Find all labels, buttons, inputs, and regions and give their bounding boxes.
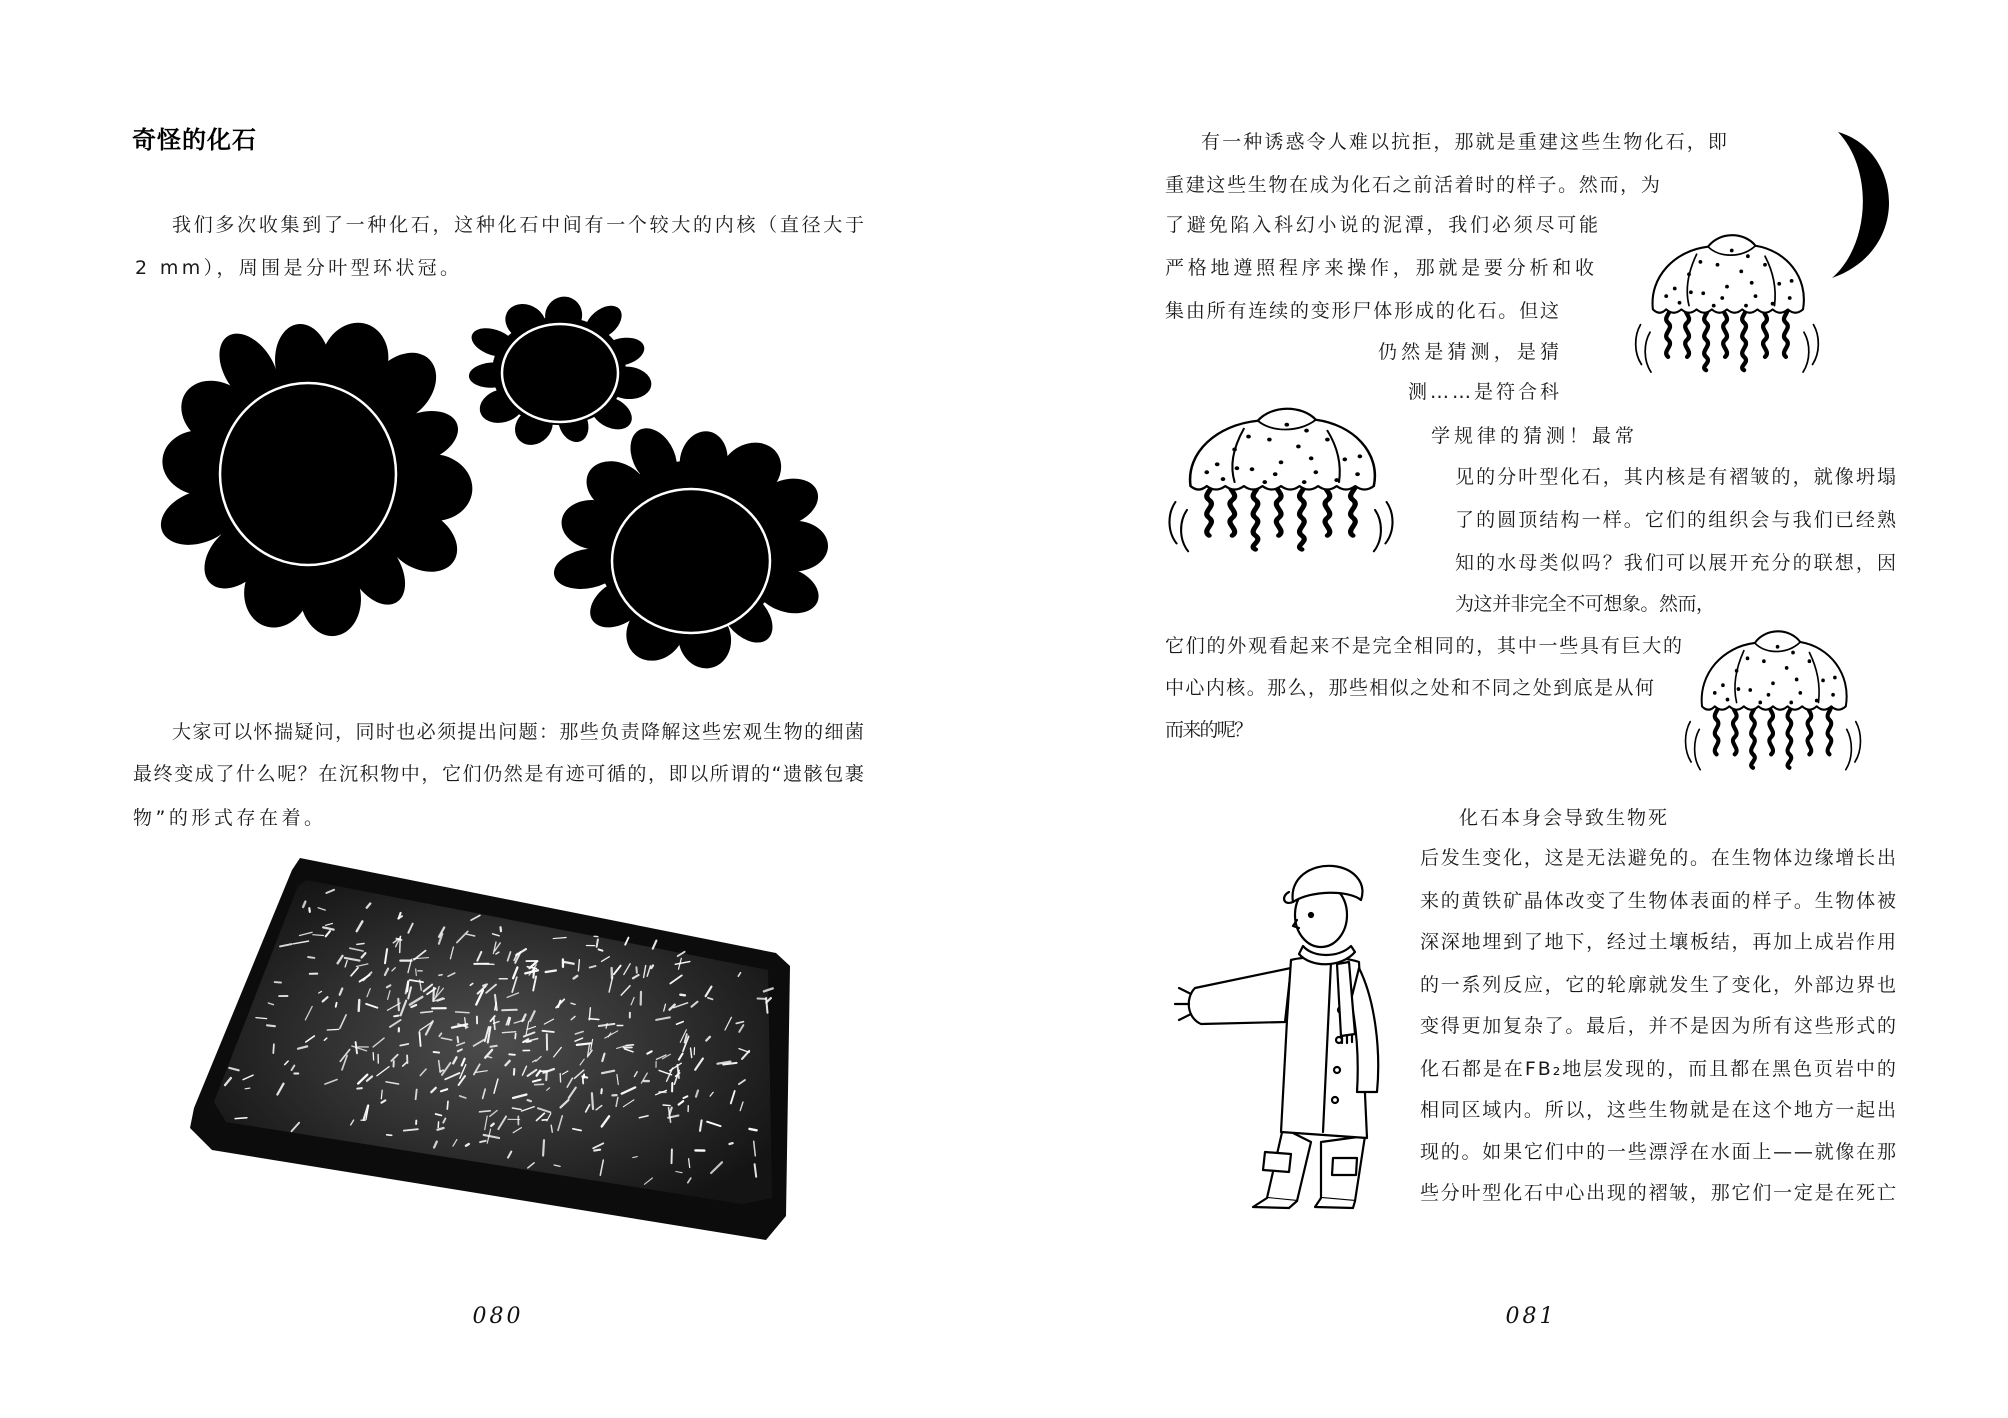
text-line: 见的分叶型化石，其内核是有褶皱的，就像坍塌 bbox=[1455, 466, 1899, 488]
page-number: 080 bbox=[472, 1304, 524, 1329]
text-line: 来的黄铁矿晶体改变了生物体表面的样子。生物体被 bbox=[1420, 890, 1898, 912]
text-line: 相同区域内。所以，这些生物就是在这个地方一起出 bbox=[1420, 1099, 1898, 1121]
page-number: 081 bbox=[1505, 1304, 1557, 1329]
text-line: 仍然是猜测，是猜 bbox=[1378, 341, 1564, 363]
text-line: 化石都是在FB₂地层发现的，而且都在黑色页岩中的 bbox=[1420, 1058, 1898, 1080]
text-line: 学规律的猜测！最常 bbox=[1431, 425, 1639, 447]
text-line: 严格地遵照程序来操作，那就是要分析和收 bbox=[1165, 257, 1598, 279]
text-line: 了的圆顶结构一样。它们的组织会与我们已经熟 bbox=[1455, 509, 1899, 531]
text-line: 它们的外观看起来不是完全相同的，其中一些具有巨大的 bbox=[1165, 635, 1684, 657]
text-line: 测……是符合科 bbox=[1408, 381, 1563, 403]
text-line: 的一系列反应，它的轮廓就发生了变化，外部边界也 bbox=[1420, 974, 1898, 996]
text-line: 大家可以怀揣疑问，同时也必须提出问题：那些负责降解这些宏观生物的细菌 bbox=[172, 721, 866, 743]
text-line: 物”的形式存在着。 bbox=[133, 807, 327, 829]
text-line: 深深地埋到了地下，经过土壤板结，再加上成岩作用 bbox=[1420, 931, 1898, 953]
text-line: 2 mm），周围是分叶型环状冠。 bbox=[135, 257, 463, 279]
text-line: 中心内核。那么，那些相似之处和不同之处到底是从何 bbox=[1165, 677, 1656, 699]
text-line: 些分叶型化石中心出现的褶皱，那它们一定是在死亡 bbox=[1420, 1182, 1898, 1204]
text-line: 后发生变化，这是无法避免的。在生物体边缘增长出 bbox=[1420, 847, 1898, 869]
text-line: 有一种诱惑令人难以抗拒，那就是重建这些生物化石，即 bbox=[1201, 131, 1730, 153]
text-line: 而来的呢？ bbox=[1165, 719, 1252, 741]
text-line: 最终变成了什么呢？在沉积物中，它们仍然是有迹可循的，即以所谓的“遗骸包裹 bbox=[133, 763, 866, 785]
text-line: 现的。如果它们中的一些漂浮在水面上——就像在那 bbox=[1420, 1141, 1898, 1163]
text-line: 知的水母类似吗？我们可以展开充分的联想，因 bbox=[1455, 552, 1899, 574]
text-line: 重建这些生物在成为化石之前活着时的样子。然而，为 bbox=[1165, 174, 1662, 196]
text-line: 我们多次收集到了一种化石，这种化石中间有一个较大的内核（直径大于 bbox=[172, 214, 867, 236]
text-line: 为这并非完全不可想象。然而， bbox=[1455, 593, 1715, 615]
page-title: 奇怪的化石 bbox=[132, 126, 257, 154]
text-line: 了避免陷入科幻小说的泥潭，我们必须尽可能 bbox=[1165, 214, 1601, 236]
text-line: 变得更加复杂了。最后，并不是因为所有这些形式的 bbox=[1420, 1015, 1898, 1037]
text-line: 化石本身会导致生物死 bbox=[1459, 807, 1670, 829]
text-line: 集由所有连续的变形尸体形成的化石。但这 bbox=[1165, 300, 1561, 322]
